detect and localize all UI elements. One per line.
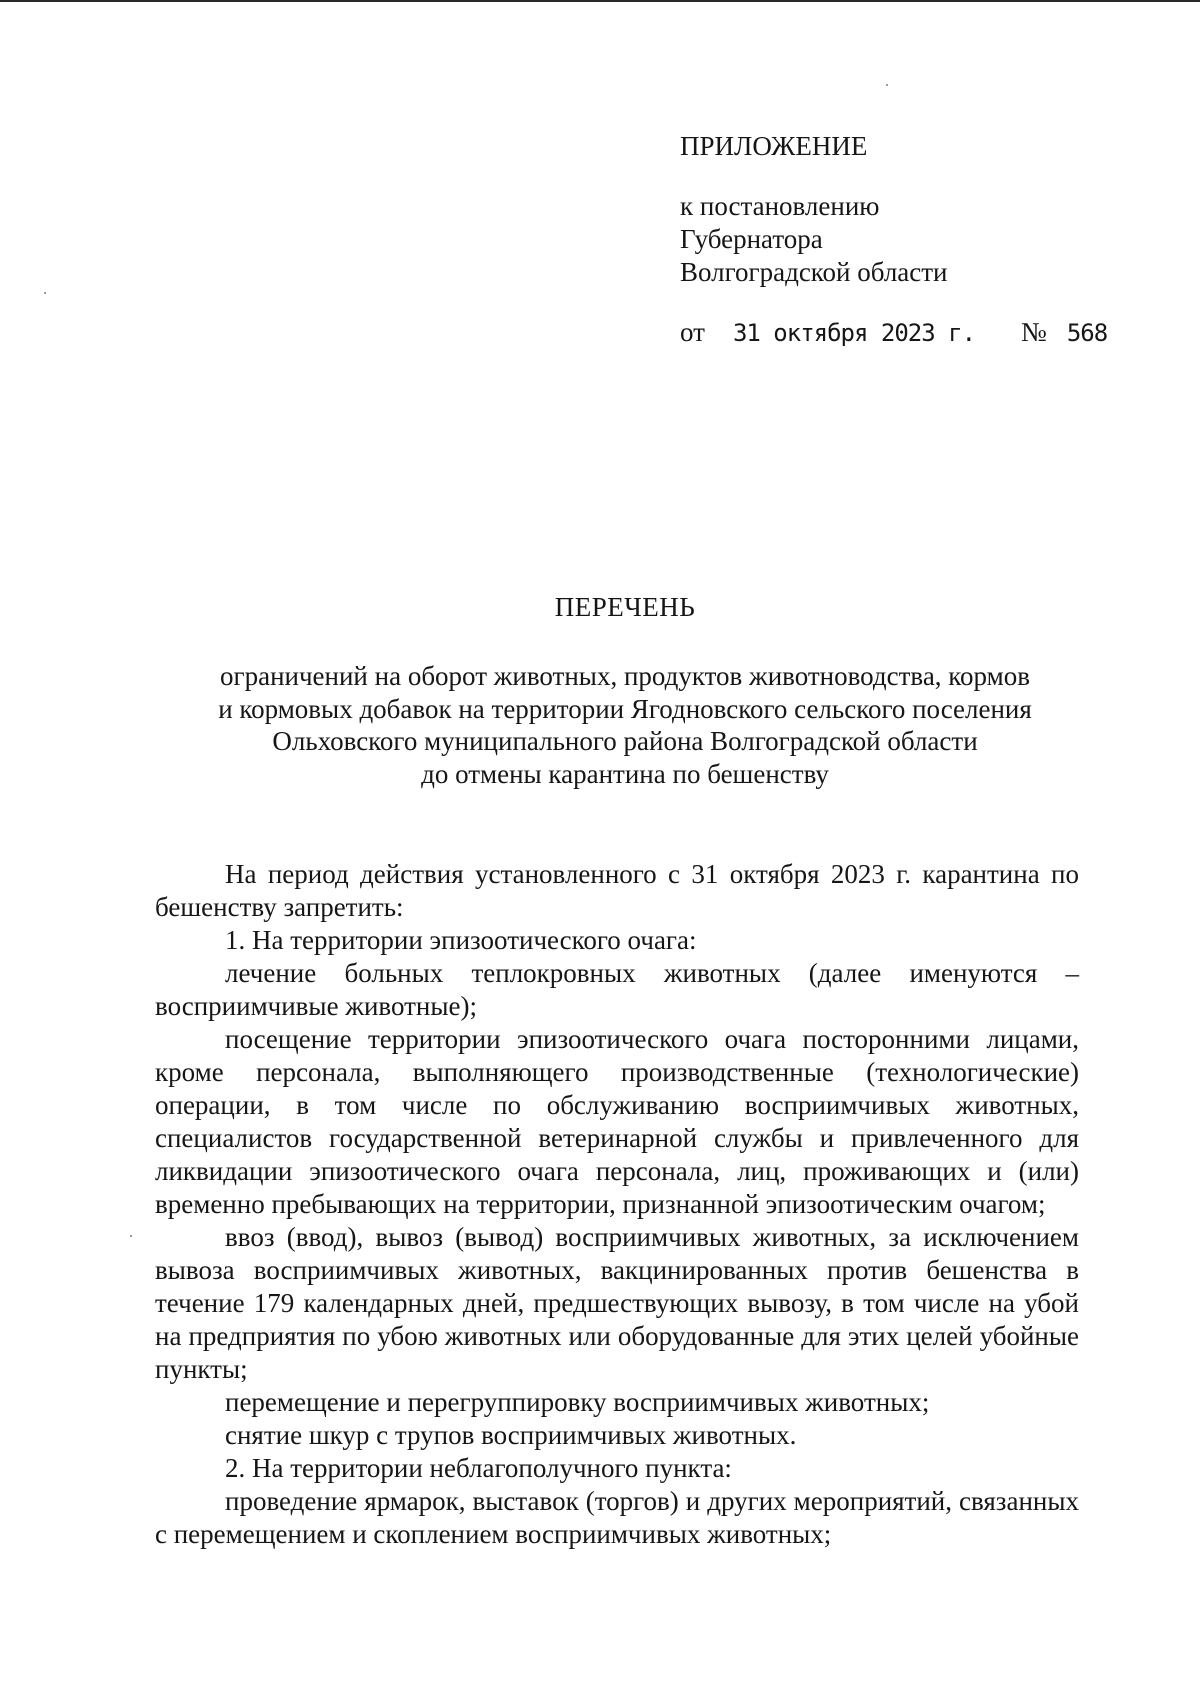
document-body (155, 858, 1079, 1551)
scan-speck (130, 1235, 132, 1237)
annex-date-line (680, 316, 1160, 350)
date-prefix: от (680, 317, 705, 347)
subheading-line-2: и кормовых добавок на территории Ягодновского сельского поселения (218, 693, 1032, 724)
subheading-line-1: ограничений на оборот животных, продуктов животноводства, кормов (220, 661, 1030, 691)
subheading-line-4: до отмены карантина по бешенству (421, 758, 829, 789)
body-paragraph-visits: посещение территории эпизоотического очага посторонними лицами, кроме персонала, выполняющего производственные (технологические) операции, в том числе по обслуживанию восприимчивых животных, специалистов государственной ветеринарной службы и привлеченного для ликвидации эпизоотического очага персонала, лиц, проживающих и (или) временно пребывающих на территории, признанной эпизоотическим очагом; (155, 1024, 1079, 1219)
body-paragraph-item-2: 2. На территории неблагополучного пункта: (225, 1453, 732, 1483)
scan-speck (44, 292, 46, 294)
scan-top-border (0, 0, 1200, 2)
body-paragraph-skinning: снятие шкур с трупов восприимчивых животных. (225, 1420, 797, 1450)
scan-speck (886, 84, 888, 86)
body-paragraph-intro: На период действия установленного с 31 октября 2023 г. карантина по бешенству запретить: (155, 859, 1079, 922)
annex-block (680, 130, 1160, 350)
body-paragraph-regrouping: перемещение и перегруппировку восприимчивых животных; (225, 1387, 930, 1417)
body-paragraph-import-export: ввоз (ввод), вывоз (вывод) восприимчивых животных, за исключением вывоза восприимчивых животных, вакцинированных против бешенства в течение 179 календарных дней, предшествующих вывозу, в том числе на убой на предприятия по убою животных или оборудованные для этих целей убойные пункты; (155, 1222, 1079, 1384)
body-paragraph-item-1: 1. На территории эпизоотического очага: (225, 925, 697, 955)
subheading-line-3: Ольховского муниципального района Волгоградской области (272, 726, 978, 756)
body-paragraph-treatment: лечение больных теплокровных животных (далее именуются – восприимчивые животные); (155, 958, 1079, 1021)
document-subheading (175, 660, 1075, 790)
resolution-date: 31 октября 2023 г. (732, 319, 976, 347)
annex-line-1: к постановлению (680, 191, 880, 221)
annex-title: ПРИЛОЖЕНИЕ (680, 131, 868, 161)
annex-line-3: Волгоградской области (680, 257, 948, 287)
resolution-number: 568 (1066, 319, 1108, 347)
body-paragraph-fairs: проведение ярмарок, выставок (торгов) и других мероприятий, связанных с перемещением и скоплением восприимчивых животных; (155, 1486, 1079, 1549)
document-heading: ПЕРЕЧЕНЬ (554, 592, 696, 622)
annex-line-2: Губернатора (680, 224, 823, 254)
number-sign: № (1021, 317, 1047, 347)
